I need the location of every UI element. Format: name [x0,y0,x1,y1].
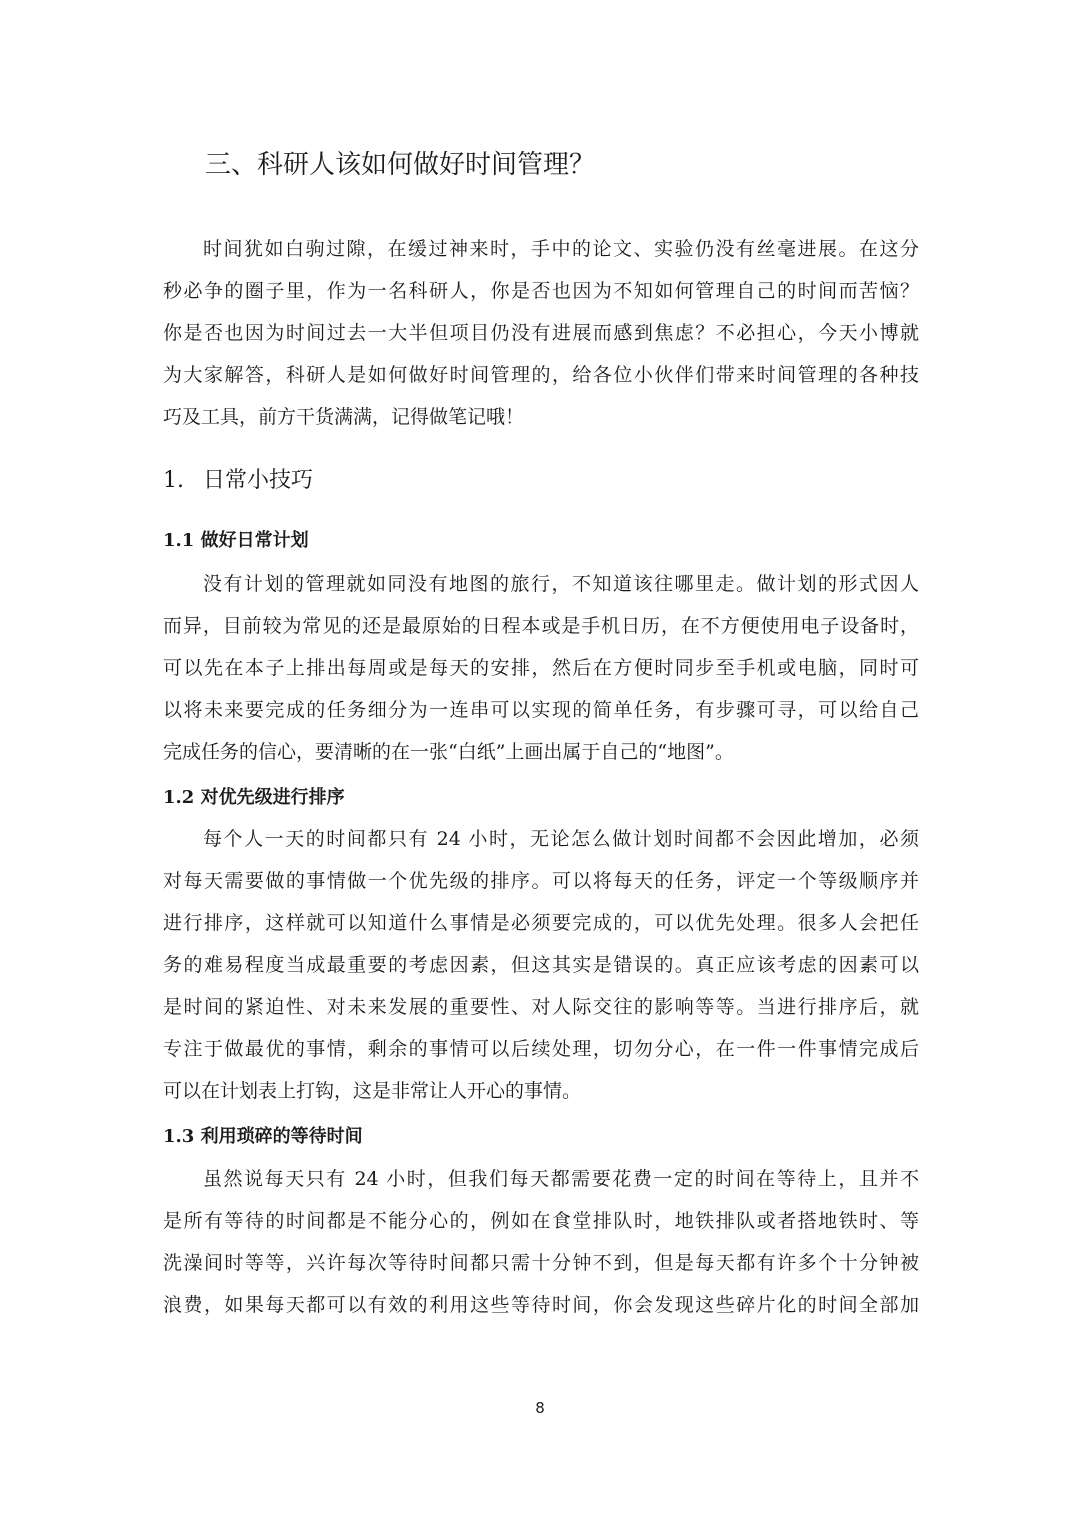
paragraph-line: 以将未来要完成的任务细分为一连串可以实现的简单任务，有步骤可寻，可以给自己 [163,699,919,721]
paragraph-line: 是所有等待的时间都是不能分心的，例如在食堂排队时，地铁排队或者搭地铁时、等 [163,1210,919,1232]
subsection-1-1-paragraph [163,563,919,773]
paragraph-line: 完成任务的信心，要清晰的在一张“白纸”上画出属于自己的“地图”。 [163,741,734,763]
paragraph-line: 洗澡间时等等，兴许每次等待时间都只需十分钟不到，但是每天都有许多个十分钟被 [163,1252,919,1274]
paragraph-line: 可以先在本子上排出每周或是每天的安排，然后在方便时同步至手机或电脑，同时可 [163,657,919,679]
paragraph-line: 没有计划的管理就如同没有地图的旅行，不知道该往哪里走。做计划的形式因人 [203,573,919,595]
subsection-1-2-heading: 1.2 对优先级进行排序 [163,787,345,808]
paragraph-line: 对每天需要做的事情做一个优先级的排序。可以将每天的任务，评定一个等级顺序并 [163,870,919,892]
paragraph-line: 虽然说每天只有 24 小时，但我们每天都需要花费一定的时间在等待上，且并不 [203,1168,919,1190]
paragraph-line: 每个人一天的时间都只有 24 小时，无论怎么做计划时间都不会因此增加，必须 [203,828,919,850]
page-number: 8 [535,1399,545,1417]
subsection-1-3-heading: 1.3 利用琐碎的等待时间 [163,1126,363,1147]
paragraph-line: 秒必争的圈子里，作为一名科研人，你是否也因为不知如何管理自己的时间而苦恼？ [163,280,919,302]
subsection-1-2-paragraph [163,818,919,1112]
paragraph-line: 巧及工具，前方干货满满，记得做笔记哦！ [163,406,525,428]
intro-paragraph [163,228,919,438]
page-title: 三、科研人该如何做好时间管理？ [205,150,596,180]
paragraph-line: 浪费，如果每天都可以有效的利用这些等待时间，你会发现这些碎片化的时间全部加 [163,1294,919,1316]
section-1-number: 1. [163,468,184,493]
paragraph-line: 你是否也因为时间过去一大半但项目仍没有进展而感到焦虑？不必担心，今天小博就 [163,322,919,344]
paragraph-line: 可以在计划表上打钩，这是非常让人开心的事情。 [163,1080,582,1102]
paragraph-line: 进行排序，这样就可以知道什么事情是必须要完成的，可以优先处理。很多人会把任 [163,912,919,934]
paragraph-line: 是时间的紧迫性、对未来发展的重要性、对人际交往的影响等等。当进行排序后，就 [163,996,919,1018]
paragraph-line: 时间犹如白驹过隙，在缓过神来时，手中的论文、实验仍没有丝毫进展。在这分 [203,238,919,260]
subsection-1-3-paragraph [163,1158,919,1326]
paragraph-line: 务的难易程度当成最重要的考虑因素，但这其实是错误的。真正应该考虑的因素可以 [163,954,919,976]
paragraph-line: 而异，目前较为常见的还是最原始的日程本或是手机日历，在不方便使用电子设备时， [163,615,919,637]
paragraph-line: 专注于做最优的事情，剩余的事情可以后续处理，切勿分心，在一件一件事情完成后 [163,1038,919,1060]
section-1-title: 日常小技巧 [203,468,314,493]
paragraph-line: 为大家解答，科研人是如何做好时间管理的，给各位小伙伴们带来时间管理的各种技 [163,364,919,386]
subsection-1-1-heading: 1.1 做好日常计划 [163,530,309,551]
section-1-heading [163,461,313,501]
